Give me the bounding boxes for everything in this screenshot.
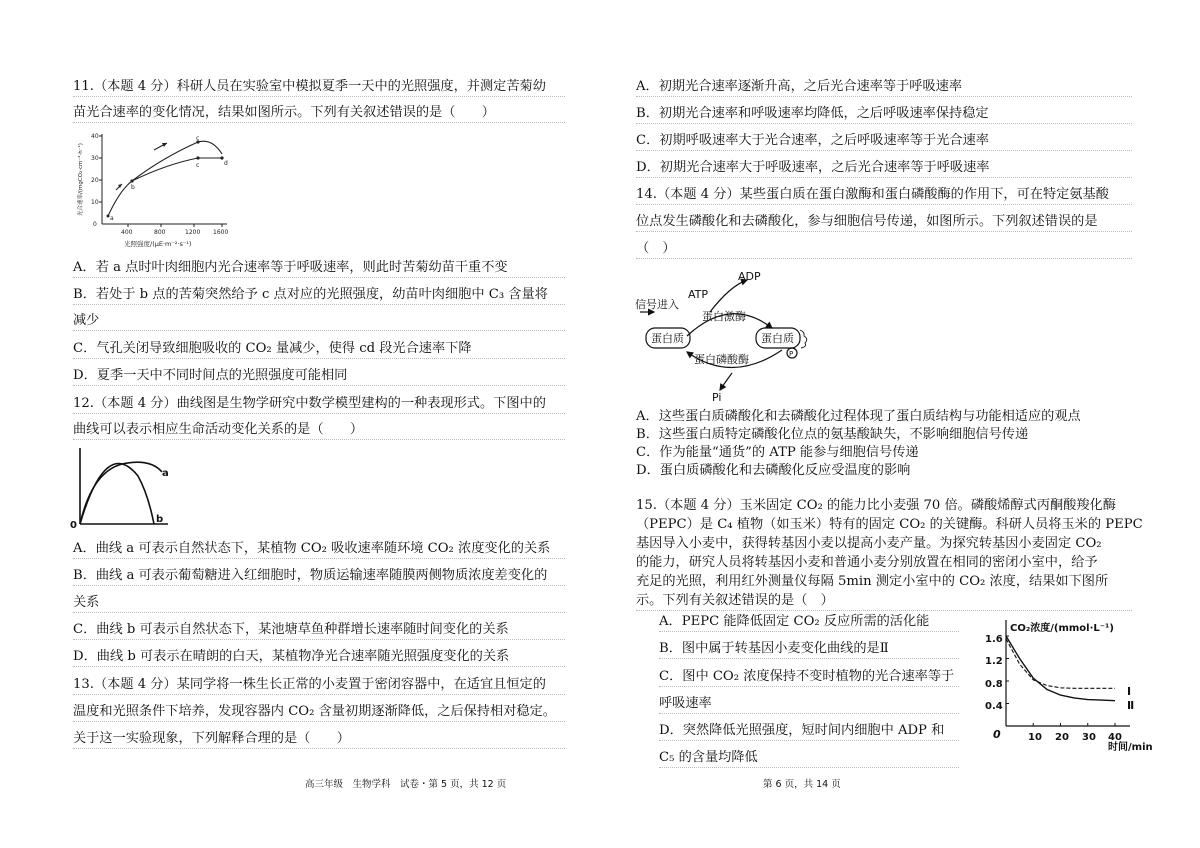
q11-point-b: b	[131, 184, 135, 191]
q15-co2-chart	[980, 614, 1158, 760]
q13-stem-1: 13.（本题 4 分）某同学将一株生长正常的小麦置于密闭容器中，在适宜且恒定的	[73, 676, 565, 695]
q11-ytick-0: 0	[93, 221, 97, 228]
q12-option-d: D．曲线 b 可表示在晴朗的白天，某植物净光合速率随光照强度变化的关系	[73, 648, 565, 667]
q14-kinase: 蛋白激酶	[702, 310, 746, 323]
q15-ytick-0-8: 0.8	[985, 679, 1003, 690]
q13-stem-3: 关于这一实验现象，下列解释合理的是（ ）	[73, 730, 565, 749]
q15-ytick-1-6: 1.6	[985, 634, 1003, 645]
q15-stem-2: （PEPC）是 C₄ 植物（如玉米）特有的固定 CO₂ 的关键酶。科研人员将玉米的 PEPC	[636, 517, 1143, 532]
q11-point-c-top: c	[196, 135, 200, 142]
q11-ytick-40: 40	[91, 133, 99, 140]
q13-option-a: A．初期光合速率逐渐升高，之后光合速率等于呼吸速率	[636, 78, 1132, 97]
q15-stem-6: 示。下列有关叙述错误的是（ ）	[636, 592, 1132, 611]
q15-stem-1: 15.（本题 4 分）玉米固定 CO₂ 的能力比小麦强 70 倍。磷酸烯醇式丙酮酸羧化酶	[636, 498, 1116, 513]
q11-stem-2: 苗光合速率的变化情况，结果如图所示。下列有关叙述错误的是（ ）	[73, 104, 565, 123]
q11-xlabel: 光照强度/(μE·m⁻²·s⁻¹)	[124, 240, 192, 248]
q11-stem-1: 11.（本题 4 分）科研人员在实验室中模拟夏季一天中的光照强度，并测定苦菊幼	[73, 78, 565, 97]
q14-stem-3: （ ）	[636, 240, 1132, 259]
footer-left: 高三年级 生物学科 试卷・第 5 页，共 12 页	[305, 779, 507, 790]
q15-stem-3: 基因导入小麦中，获得转基因小麦以提高小麦产量。为探究转基因小麦固定 CO₂	[636, 536, 1102, 551]
q11-ylabel: 光合速率/(mgCO₂·cm⁻²·h⁻¹)	[78, 143, 84, 216]
q12-option-c: C．曲线 b 可表示自然状态下，某池塘草鱼种群增长速率随时间变化的关系	[73, 621, 565, 640]
q11-ytick-20: 20	[91, 177, 99, 184]
q14-atp: ATP	[688, 288, 709, 301]
q13-stem-2: 温度和光照条件下培养，发现容器内 CO₂ 含量初期逐渐降低，之后保持相对稳定。	[73, 703, 565, 722]
q12-stem-2: 曲线可以表示相应生命活动变化关系的是（ ）	[73, 421, 565, 440]
q15-option-c-2: 呼吸速率	[659, 695, 959, 714]
q14-stem-2: 位点发生磷酸化和去磷酸化，参与细胞信号传递，如图所示。下列叙述错误的是	[636, 213, 1132, 232]
q15-option-d-2: C₅ 的含量均降低	[659, 749, 959, 768]
q14-adp: ADP	[738, 270, 761, 283]
q11-option-d: D．夏季一天中不同时间点的光照强度可能相同	[73, 367, 565, 386]
q11-ytick-10: 10	[91, 199, 99, 206]
q15-xtick-20: 20	[1055, 732, 1069, 743]
q14-pi: Pi	[712, 391, 722, 404]
q15-ytick-0-4: 0.4	[985, 701, 1003, 712]
q11-option-b-2: 减少	[73, 312, 565, 331]
q12-curve-a-label: a	[162, 468, 169, 479]
q14-signal: 信号进入	[635, 298, 679, 311]
q15-option-d-1: D．突然降低光照强度，短时间内细胞中 ADP 和	[659, 722, 959, 741]
q12-option-b-1: B．曲线 a 可表示葡萄糖进入红细胞时，物质运输速率随膜两侧物质浓度差变化的	[73, 567, 565, 586]
q15-xtick-30: 30	[1082, 732, 1096, 743]
q11-point-d: d	[224, 160, 228, 167]
q12-origin: 0	[70, 520, 77, 531]
q14-option-d: D．蛋白质磷酸化和去磷酸化反应受温度的影响	[636, 463, 911, 478]
q15-ytick-1-2: 1.2	[985, 656, 1003, 667]
q15-option-b: B．图中属于转基因小麦变化曲线的是Ⅱ	[659, 640, 959, 659]
q15-curve-1-label: Ⅰ	[1127, 685, 1132, 698]
q12-curve-b-label: b	[156, 514, 164, 525]
q11-point-a: a	[110, 215, 114, 222]
q14-option-a: A．这些蛋白质磷酸化和去磷酸化过程体现了蛋白质结构与功能相适应的观点	[636, 409, 1081, 424]
q11-option-b-1: B．若处于 b 点的苦菊突然给予 c 点对应的光照强度，幼苗叶肉细胞中 C₃ 含量将	[73, 286, 565, 305]
q11-xtick-1200: 1200	[185, 229, 201, 236]
q11-xtick-800: 800	[154, 229, 166, 236]
q14-protein-left: 蛋白质	[651, 332, 684, 345]
q11-xtick-1600: 1600	[213, 229, 229, 236]
q15-xtick-10: 10	[1028, 732, 1042, 743]
q14-option-b: B．这些蛋白质特定磷酸化位点的氨基酸缺失，不影响细胞信号传递	[636, 427, 1029, 442]
q14-phosphate: P	[789, 350, 794, 358]
q14-option-c: C．作为能量“通货”的 ATP 能参与细胞信号传递	[636, 445, 919, 460]
q15-xlabel: 时间/min	[1108, 742, 1153, 753]
q15-series-2-line	[1006, 636, 1115, 701]
q12-option-b-2: 关系	[73, 594, 565, 613]
q14-diagram	[632, 266, 832, 404]
q15-curve-2-label: Ⅱ	[1127, 699, 1135, 712]
q14-phosphatase: 蛋白磷酸酶	[694, 353, 749, 366]
q11-ytick-30: 30	[91, 155, 99, 162]
q11-option-c: C．气孔关闭导致细胞吸收的 CO₂ 量减少，使得 cd 段光合速率下降	[73, 340, 565, 359]
footer-right: 第 6 页，共 14 页	[763, 779, 841, 790]
q15-option-a: A．PEPC 能降低固定 CO₂ 反应所需的活化能	[659, 613, 959, 632]
q13-option-c: C．初期呼吸速率大于光合速率，之后呼吸速率等于光合速率	[636, 132, 1132, 151]
q11-option-a: A．若 a 点时叶肉细胞内光合速率等于呼吸速率，则此时苦菊幼苗干重不变	[73, 259, 565, 278]
q15-stem-5: 充足的光照，利用红外测量仪每隔 5min 测定小室中的 CO₂ 浓度，结果如下图所	[636, 574, 1109, 589]
q14-stem-1: 14.（本题 4 分）某些蛋白质在蛋白激酶和蛋白磷酸酶的作用下，可在特定氨基酸	[636, 186, 1132, 205]
q15-stem-4: 的能力，研究人员将转基因小麦和普通小麦分别放置在相同的密闭小室中，给予	[636, 555, 1098, 570]
q13-option-d: D．初期光合速率大于呼吸速率，之后光合速率等于呼吸速率	[636, 159, 1132, 178]
q12-stem-1: 12.（本题 4 分）曲线图是生物学研究中数学模型建构的一种表现形式。下图中的	[73, 395, 565, 414]
q14-protein-right: 蛋白质	[761, 332, 794, 345]
q11-graph	[72, 128, 242, 250]
q15-xtick-40: 40	[1108, 732, 1122, 743]
q15-option-c-1: C．图中 CO₂ 浓度保持不变时植物的光合速率等于	[659, 668, 959, 687]
q13-option-b: B．初期光合速率和呼吸速率均降低，之后呼吸速率保持稳定	[636, 105, 1132, 124]
q15-ylabel: CO₂浓度/(mmol·L⁻¹)	[1010, 623, 1114, 634]
q11-xtick-400: 400	[121, 229, 133, 236]
q11-point-c-low: c	[196, 162, 200, 169]
q12-option-a: A．曲线 a 可表示自然状态下，某植物 CO₂ 吸收速率随环境 CO₂ 浓度变化的关系	[73, 540, 565, 559]
q15-xtick-0: 0	[993, 728, 1001, 741]
q12-graph	[70, 446, 180, 532]
